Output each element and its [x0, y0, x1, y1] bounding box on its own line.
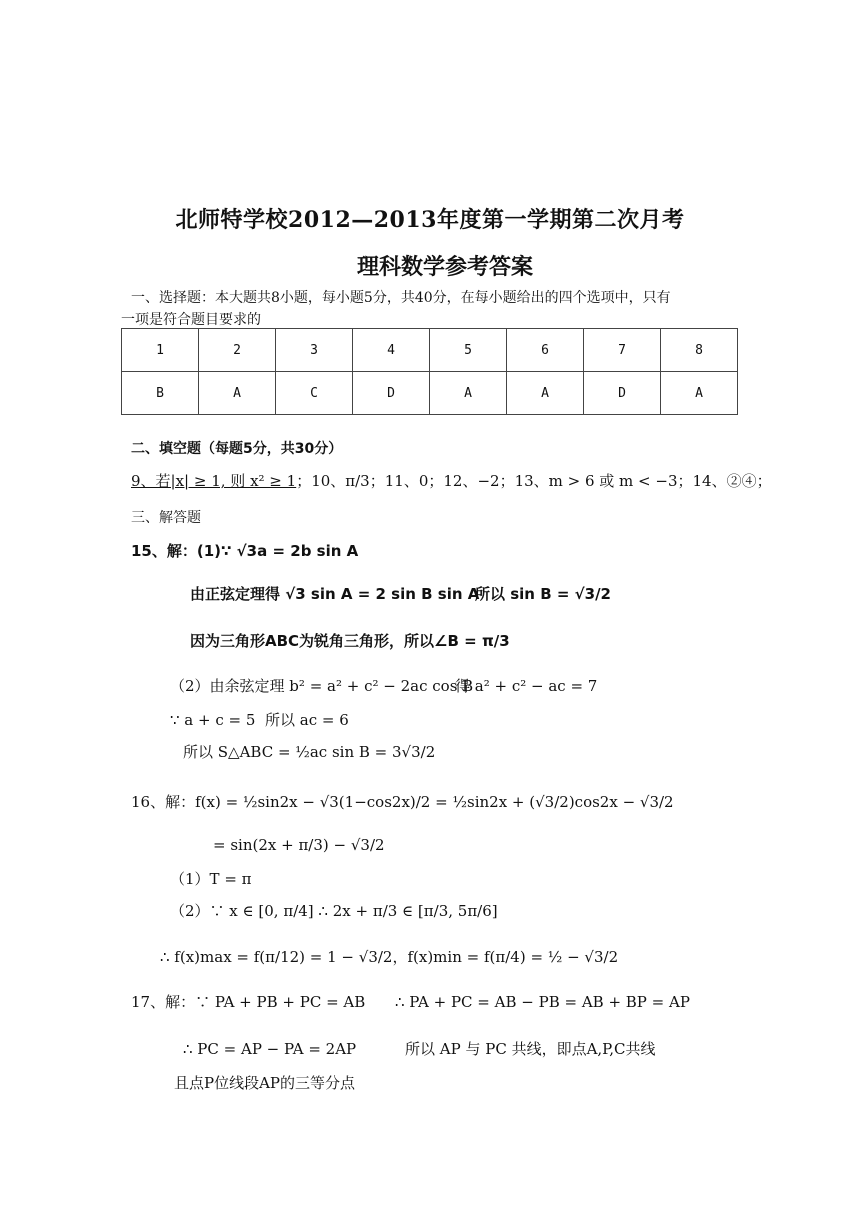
table-cell: 2: [199, 329, 276, 372]
q15-line1: 15、解：(1)∵ √3a = 2b sin A: [131, 542, 359, 560]
table-cell: D: [584, 372, 661, 415]
q9-answer: 9、若|x| ≥ 1, 则 x² ≥ 1: [131, 472, 297, 490]
table-row-numbers: [122, 329, 738, 372]
q15-line5b: 所以 ac = 6: [265, 711, 349, 729]
page-title: 北师特学校2012—2013年度第一学期第二次月考: [175, 207, 685, 233]
q16-line3: （1）T = π: [170, 870, 252, 888]
table-row-answers: [122, 372, 738, 415]
q17-line2a: ∴ PC = AP − PA = 2AP: [183, 1040, 357, 1058]
q11-13-answers: ；11、0；12、−2；13、m > 6 或 m < −3: [369, 472, 678, 490]
section1-intro-line2: 一项是符合题目要求的: [121, 312, 261, 328]
q15-line4b: 得 a² + c² − ac = 7: [455, 677, 598, 695]
table-cell: 8: [661, 329, 738, 372]
table-cell: B: [122, 372, 199, 415]
table-cell: 7: [584, 329, 661, 372]
q16-line5: ∴ f(x)max = f(π/12) = 1 − √3/2，f(x)min = f(π/4) = ½ − √3/2: [160, 948, 619, 966]
q15-line2b: 所以 sin B = √3/2: [475, 585, 611, 603]
q17-line3: 且点P位线段AP的三等分点: [174, 1074, 356, 1092]
page-subtitle: 理科数学参考答案: [356, 254, 533, 280]
table-cell: D: [353, 372, 430, 415]
fill-in-answers-line: [131, 472, 772, 490]
table-cell: A: [199, 372, 276, 415]
q17-line1b: ∴ PA + PC = AB − PB = AB + BP = AP: [395, 993, 690, 1011]
q16-line2: = sin(2x + π/3) − √3/2: [213, 836, 385, 854]
q15-line5a: ∵ a + c = 5: [170, 711, 256, 729]
section3-heading: 三、解答题: [131, 510, 201, 526]
section2-heading: 二、填空题（每题5分，共30分）: [131, 441, 343, 457]
q10-answer: ；10、π/3: [296, 472, 370, 490]
q15-line2a: 由正弦定理得 √3 sin A = 2 sin B sin A: [190, 585, 480, 603]
q15-line4a: （2）由余弦定理 b² = a² + c² − 2ac cos B: [170, 677, 474, 695]
table-cell: 6: [507, 329, 584, 372]
table-cell: 3: [276, 329, 353, 372]
table-cell: 1: [122, 329, 199, 372]
q17-line2b: 所以 AP 与 PC 共线，即点A,P,C共线: [405, 1040, 656, 1058]
section1-intro-line1: 一、选择题：本大题共8小题，每小题5分，共40分，在每小题给出的四个选项中，只有: [131, 290, 671, 306]
q16-line4: （2）∵ x ∈ [0, π/4] ∴ 2x + π/3 ∈ [π/3, 5π/6]: [170, 902, 498, 920]
table-cell: A: [661, 372, 738, 415]
table-cell: C: [276, 372, 353, 415]
q16-line1: 16、解：f(x) = ½sin2x − √3(1−cos2x)/2 = ½sin2x + (√3/2)cos2x − √3/2: [131, 793, 674, 811]
q15-line6: 所以 S△ABC = ½ac sin B = 3√3/2: [183, 743, 436, 761]
table-cell: 5: [430, 329, 507, 372]
table-cell: 4: [353, 329, 430, 372]
table-cell: A: [507, 372, 584, 415]
table-cell: A: [430, 372, 507, 415]
q14-answer: ；14、②④；: [677, 472, 772, 490]
q17-line1a: 17、解：∵ PA + PB + PC = AB: [131, 993, 366, 1011]
answer-table: [121, 328, 738, 415]
q15-line3: 因为三角形ABC为锐角三角形，所以∠B = π/3: [190, 632, 510, 650]
